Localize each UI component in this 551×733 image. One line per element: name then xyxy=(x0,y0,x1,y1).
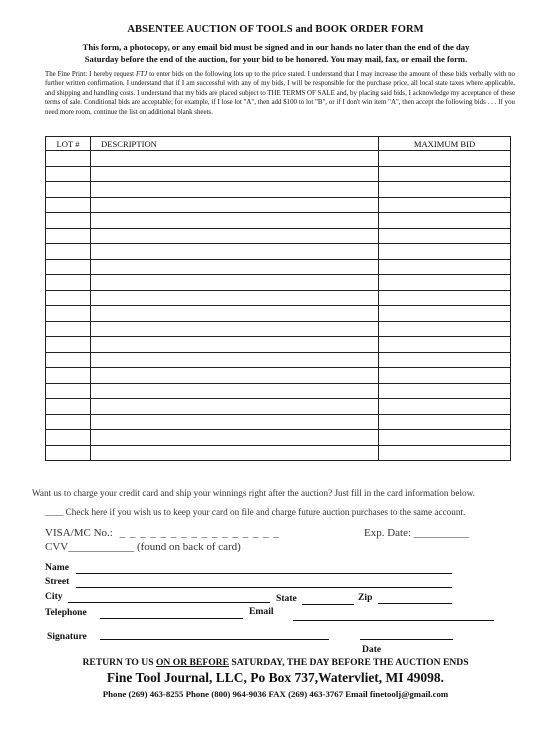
cvv-note: (found on back of card) xyxy=(136,541,241,553)
state-field[interactable] xyxy=(302,604,354,605)
lot-header: LOT # xyxy=(46,137,91,151)
company-address: Fine Tool Journal, LLC, Po Box 737,Watervliet, MI 49098. xyxy=(106,670,445,685)
max-bid-cell[interactable] xyxy=(379,166,511,182)
bid-row xyxy=(46,244,511,260)
bid-row xyxy=(46,337,511,353)
cvv-field[interactable]: ____________ xyxy=(68,541,135,553)
street-field[interactable] xyxy=(76,587,452,588)
email-field[interactable] xyxy=(293,620,494,621)
intro-line-2: Saturday before the end of the auction, for your bid to be honored. You may mail, fax, or email the form. xyxy=(84,53,468,64)
max-bid-cell[interactable] xyxy=(379,275,511,291)
exp-date-label: Exp. Date: xyxy=(364,527,412,539)
bid-row xyxy=(46,166,511,182)
lot-cell[interactable] xyxy=(46,383,91,399)
credit-card-question: Want us to charge your credit card and ship your winnings right after the auction? Just fill in the card information below. xyxy=(32,488,475,498)
description-cell[interactable] xyxy=(91,259,379,275)
telephone-field[interactable] xyxy=(100,618,243,619)
description-cell[interactable] xyxy=(91,399,379,415)
description-cell[interactable] xyxy=(91,290,379,306)
zip-label: Zip xyxy=(358,592,373,603)
bid-row xyxy=(46,213,511,229)
state-label: State xyxy=(276,593,297,604)
keep-card-text: Check here if you wish us to keep your card on file and charge future auction purchases to the same account. xyxy=(65,507,466,517)
description-cell[interactable] xyxy=(91,321,379,337)
intro-line-1: This form, a photocopy, or any email bid must be signed and in our hands no later than the end of the day xyxy=(82,42,470,52)
bid-row xyxy=(46,151,511,167)
description-cell[interactable] xyxy=(91,197,379,213)
description-cell[interactable] xyxy=(91,306,379,322)
lot-cell[interactable] xyxy=(46,151,91,167)
bid-table-header xyxy=(46,137,511,151)
description-cell[interactable] xyxy=(91,430,379,446)
max-bid-header: MAXIMUM BID xyxy=(379,137,511,151)
lot-cell[interactable] xyxy=(46,228,91,244)
bid-row xyxy=(46,290,511,306)
max-bid-cell[interactable] xyxy=(379,151,511,167)
date-label: Date xyxy=(362,644,382,655)
lot-cell[interactable] xyxy=(46,321,91,337)
description-cell[interactable] xyxy=(91,337,379,353)
description-cell[interactable] xyxy=(91,368,379,384)
cvv-label: CVV xyxy=(45,541,69,553)
bid-row xyxy=(46,445,511,461)
bid-row xyxy=(46,430,511,446)
fine-print xyxy=(45,70,515,117)
email-label: Email xyxy=(249,606,274,617)
bid-row xyxy=(46,399,511,415)
description-cell[interactable] xyxy=(91,151,379,167)
max-bid-cell[interactable] xyxy=(379,244,511,260)
bid-row xyxy=(46,352,511,368)
return-notice xyxy=(0,657,551,668)
lot-cell[interactable] xyxy=(46,275,91,291)
max-bid-cell[interactable] xyxy=(379,368,511,384)
bid-row xyxy=(46,197,511,213)
bid-row xyxy=(46,368,511,384)
bid-row xyxy=(46,306,511,322)
max-bid-cell[interactable] xyxy=(379,445,511,461)
bid-row xyxy=(46,275,511,291)
zip-field[interactable] xyxy=(378,603,452,604)
lot-cell[interactable] xyxy=(46,430,91,446)
return-prefix: RETURN TO US xyxy=(82,657,156,668)
street-label: Street xyxy=(45,576,70,587)
keep-card-checkbox[interactable]: ____ xyxy=(45,507,64,517)
lot-cell[interactable] xyxy=(46,368,91,384)
description-cell[interactable] xyxy=(91,445,379,461)
bid-row xyxy=(46,321,511,337)
city-label: City xyxy=(45,591,63,602)
max-bid-cell[interactable] xyxy=(379,259,511,275)
visa-label: VISA/MC No.: xyxy=(45,527,113,539)
lot-cell[interactable] xyxy=(46,399,91,415)
signature-label: Signature xyxy=(47,631,87,642)
lot-cell[interactable] xyxy=(46,166,91,182)
lot-cell[interactable] xyxy=(46,445,91,461)
lot-cell[interactable] xyxy=(46,306,91,322)
bid-row xyxy=(46,383,511,399)
bid-row xyxy=(46,182,511,198)
lot-cell[interactable] xyxy=(46,244,91,260)
bid-table xyxy=(45,136,511,461)
max-bid-cell[interactable] xyxy=(379,430,511,446)
lot-cell[interactable] xyxy=(46,290,91,306)
max-bid-cell[interactable] xyxy=(379,290,511,306)
card-number-field[interactable]: _ _ _ _ _ _ _ _ _ _ _ _ _ _ _ _ xyxy=(119,527,280,539)
max-bid-cell[interactable] xyxy=(379,337,511,353)
fine-print-after: to enter bids on the following lots up to the price stated. I understand that I may increase the amount of these bids verbally with no further written confirmation. I understand that if I am successful with any of my bids, I will be responsible for the purchase price, all local state taxes where applicable, and shipping and handling costs. I understand that my bids are placed subject to THE TERMS OF SALE and, by placing said bids, I acknowledge my acceptance of these terms of sale. Conditional bids are acceptable; for example, if I lose lot "A", then add $100 to lot "B", or if I don't win item "A", then accept the following bids . . . If you need more room, continue the list on additional blank sheets. xyxy=(45,71,515,116)
max-bid-cell[interactable] xyxy=(379,182,511,198)
lot-cell[interactable] xyxy=(46,182,91,198)
card-number-row xyxy=(45,527,280,539)
name-label: Name xyxy=(45,562,69,573)
description-cell[interactable] xyxy=(91,228,379,244)
bid-row xyxy=(46,414,511,430)
return-underlined: ON OR BEFORE xyxy=(155,657,229,668)
return-suffix: SATURDAY, THE DAY BEFORE THE AUCTION ENDS xyxy=(228,657,469,668)
max-bid-cell[interactable] xyxy=(379,399,511,415)
max-bid-cell[interactable] xyxy=(379,414,511,430)
description-cell[interactable] xyxy=(91,275,379,291)
max-bid-cell[interactable] xyxy=(379,213,511,229)
max-bid-cell[interactable] xyxy=(379,306,511,322)
name-field[interactable] xyxy=(76,573,452,574)
lot-cell[interactable] xyxy=(46,213,91,229)
description-cell[interactable] xyxy=(91,383,379,399)
intro-text xyxy=(40,42,512,65)
date-field[interactable] xyxy=(360,639,453,640)
max-bid-cell[interactable] xyxy=(379,321,511,337)
description-cell[interactable] xyxy=(91,182,379,198)
max-bid-cell[interactable] xyxy=(379,383,511,399)
description-cell[interactable] xyxy=(91,352,379,368)
fine-print-emph: FTJ xyxy=(136,71,148,78)
description-header: DESCRIPTION xyxy=(91,137,379,151)
exp-date-row xyxy=(364,527,469,539)
description-cell[interactable] xyxy=(91,244,379,260)
lot-cell[interactable] xyxy=(46,197,91,213)
lot-cell[interactable] xyxy=(46,259,91,275)
lot-cell[interactable] xyxy=(46,337,91,353)
max-bid-cell[interactable] xyxy=(379,197,511,213)
description-cell[interactable] xyxy=(91,166,379,182)
fine-print-before: The Fine Print: I hereby request xyxy=(45,71,137,78)
telephone-label: Telephone xyxy=(45,607,87,618)
bid-row xyxy=(46,259,511,275)
cvv-row xyxy=(45,541,241,553)
description-cell[interactable] xyxy=(91,213,379,229)
max-bid-cell[interactable] xyxy=(379,352,511,368)
keep-card-row xyxy=(45,507,465,517)
form-title: ABSENTEE AUCTION OF TOOLS and BOOK ORDER FORM xyxy=(127,24,424,35)
description-cell[interactable] xyxy=(91,414,379,430)
signature-field[interactable] xyxy=(100,639,329,640)
lot-cell[interactable] xyxy=(46,352,91,368)
contact-phones: Phone (269) 463-8255 Phone (800) 964-9036 FAX (269) 463-3767 Email finetoolj@gmail.com xyxy=(102,689,449,699)
lot-cell[interactable] xyxy=(46,414,91,430)
exp-date-field[interactable]: __________ xyxy=(413,527,469,539)
city-field[interactable] xyxy=(68,602,270,603)
max-bid-cell[interactable] xyxy=(379,228,511,244)
bid-row xyxy=(46,228,511,244)
